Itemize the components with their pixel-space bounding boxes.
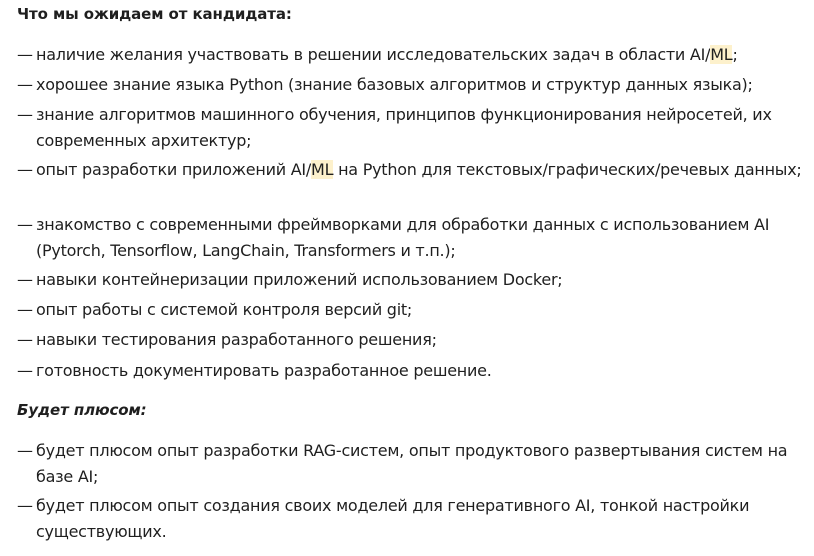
- list-dash: —: [17, 45, 33, 64]
- list-dash: —: [17, 361, 33, 380]
- list-dash: —: [17, 270, 33, 289]
- list-dash: —: [17, 300, 33, 319]
- list-dash: —: [17, 330, 33, 349]
- list-item-text: опыт разработки приложений AI/ML на Python для текстовых/графических/речевых данных;: [36, 160, 802, 179]
- list-item-text: будет плюсом опыт разработки RAG-систем, опыт продуктового развертывания систем на базе AI;: [36, 441, 788, 486]
- highlighted-term: ML: [311, 160, 334, 179]
- list-item: [17, 157, 807, 183]
- list-item: [17, 327, 807, 353]
- list-item-text: готовность документировать разработанное решение.: [36, 361, 492, 380]
- list-dash: —: [17, 105, 33, 124]
- list-dash: —: [17, 75, 33, 94]
- list-item: [17, 267, 807, 293]
- list-item: [17, 438, 807, 490]
- list-item: [17, 297, 807, 323]
- list-item: [17, 493, 807, 545]
- list-dash: —: [17, 160, 33, 179]
- list-item-text: будет плюсом опыт создания своих моделей для генеративного AI, тонкой настройки существующих.: [36, 496, 750, 541]
- list-item-text: опыт работы с системой контроля версий git;: [36, 300, 413, 319]
- section-heading-requirements: Что мы ожидаем от кандидата:: [17, 5, 292, 23]
- list-item: [17, 212, 807, 264]
- list-item-text: знакомство с современными фреймворками для обработки данных с использованием AI (Pytorch, Tensorflow, LangChain, Transformers и т.п.);: [36, 215, 770, 260]
- list-item: [17, 358, 807, 384]
- list-item-text: навыки контейнеризации приложений использованием Docker;: [36, 270, 563, 289]
- list-dash: —: [17, 441, 33, 460]
- highlighted-term: ML: [710, 45, 733, 64]
- list-dash: —: [17, 496, 33, 515]
- list-item-text: наличие желания участвовать в решении исследовательских задач в области AI/ML;: [36, 45, 738, 64]
- list-item-text: навыки тестирования разработанного решения;: [36, 330, 437, 349]
- list-item-text: знание алгоритмов машинного обучения, принципов функционирования нейросетей, их современных архитектур;: [36, 105, 772, 150]
- list-item: [17, 42, 807, 68]
- list-item: [17, 72, 807, 98]
- list-dash: —: [17, 215, 33, 234]
- list-item-text: хорошее знание языка Python (знание базовых алгоритмов и структур данных языка);: [36, 75, 753, 94]
- section-heading-nice-to-have: Будет плюсом:: [17, 401, 147, 419]
- list-item: [17, 102, 807, 154]
